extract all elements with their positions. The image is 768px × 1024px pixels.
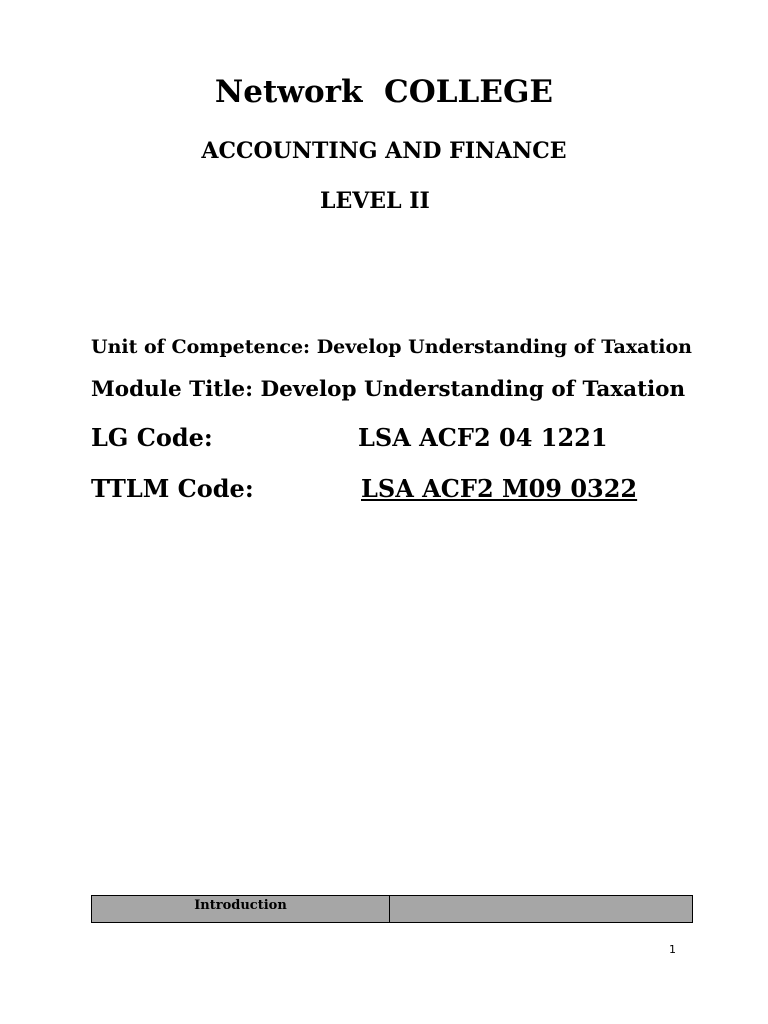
level-title: LEVEL II [320, 188, 430, 214]
program-title: ACCOUNTING AND FINANCE [201, 138, 567, 164]
module-title: Module Title: Develop Understanding of Taxation [91, 377, 686, 402]
lg-code-value: LSA ACF2 04 1221 [358, 423, 608, 452]
lg-code-label: LG Code: [91, 423, 213, 452]
table-cell-introduction: Introduction [92, 896, 390, 922]
ttlm-code-label: TTLM Code: [91, 474, 254, 503]
ttlm-code-value: LSA ACF2 M09 0322 [361, 474, 638, 503]
table-cell-empty [390, 896, 692, 922]
unit-of-competence: Unit of Competence: Develop Understanding of Taxation [91, 336, 692, 358]
page-number: 1 [669, 943, 676, 956]
introduction-table [91, 895, 693, 923]
college-title: Network COLLEGE [214, 74, 554, 110]
